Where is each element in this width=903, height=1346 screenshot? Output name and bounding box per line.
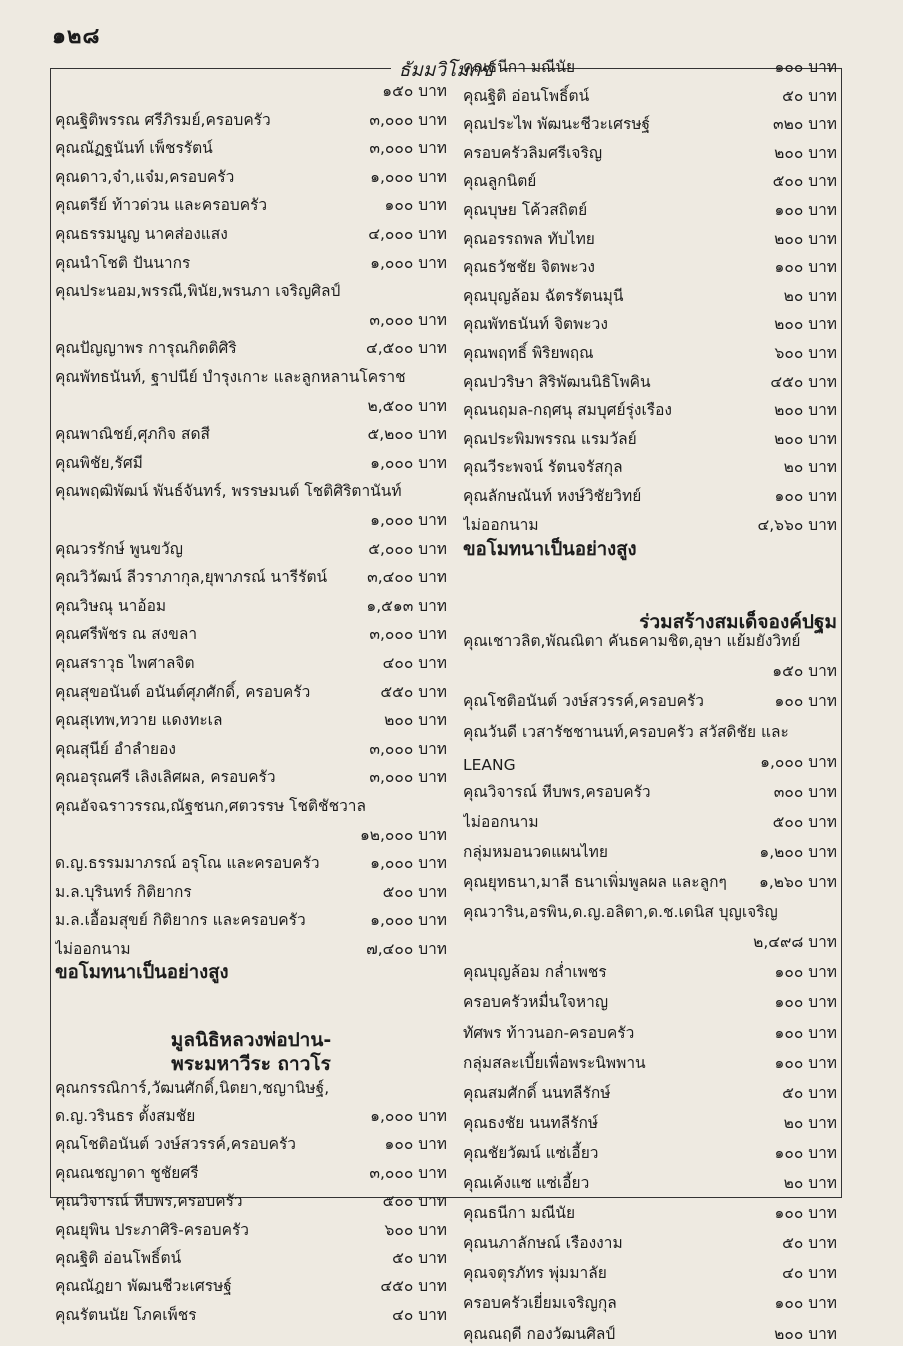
donation-amount: ๑,๐๐๐ บาท <box>370 1107 447 1125</box>
donor-name: คุณบุษย โค้วสถิตย์ <box>463 201 588 219</box>
donor-name: คุณกรรณิการ์,วัฒนศักดิ์,นิตยา,ชญานิษฐ์, <box>55 1078 330 1097</box>
donation-amount: ๔,๐๐๐ บาท <box>368 225 447 243</box>
donor-row <box>55 1128 447 1156</box>
donation-amount: ๑๐๐ บาท <box>774 1053 837 1072</box>
donor-row <box>55 104 447 132</box>
donor-row <box>463 165 837 193</box>
donor-name: คุณวีระพจน์ รัตนจรัสกุล <box>463 458 623 477</box>
donation-amount: ๔๕๐ บาท <box>380 1277 447 1296</box>
donation-amount: ๔๕๐ บาท <box>770 372 837 391</box>
donor-row <box>463 1287 837 1315</box>
donation-amount: ๑๐๐ บาท <box>774 1023 837 1042</box>
donor-name: ไม่ออกนาม <box>463 515 539 534</box>
donor-name: คุณอัจฉราวรรณ,ณัฐชนก,ศตวรรษ โชติชัชวาล <box>55 797 367 815</box>
running-title: ธัมมวิโมกข์ <box>51 55 841 85</box>
donor-row <box>463 866 837 894</box>
donor-row <box>55 733 447 761</box>
donor-row <box>463 1167 837 1195</box>
donor-name: คุณชัยวัฒน์ แซ่เอี้ยว <box>463 1143 599 1162</box>
donor-name: คุณวรรักษ์ พูนขวัญ <box>55 539 183 558</box>
donor-name: ทัศพร ท้าวนอก-ครอบครัว <box>463 1023 635 1042</box>
donor-row <box>55 132 447 160</box>
donation-amount: ๑,๕๑๓ บาท <box>366 596 447 615</box>
donor-row <box>463 423 837 451</box>
donor-row <box>55 533 447 561</box>
donor-name: คุณพาณิชย์,ศุภกิจ สดสี <box>55 425 211 444</box>
donation-amount: ๓,๐๐๐ บาท <box>369 625 447 644</box>
donor-row <box>463 896 837 924</box>
donor-row <box>55 361 447 389</box>
donor-name: ม.ล.เอื้อมสุขย์ กิติยากร และครอบครัว <box>55 911 306 930</box>
donation-amount: ๑๐๐ บาท <box>384 196 447 215</box>
donation-amount: ๑๐๐ บาท <box>774 1143 837 1162</box>
donor-row <box>463 1197 837 1225</box>
donor-name: คุณสุขอนันต์ อนันต์ศุภศักดิ์, ครอบครัว <box>55 682 311 701</box>
donor-row <box>55 161 447 189</box>
donor-name: คุณพัทธนันท์ จิตพะวง <box>463 315 608 334</box>
donation-amount: ๒๐ บาท <box>783 458 837 477</box>
donor-row <box>463 655 837 683</box>
donor-name: ด.ญ.ธรรมมาภรณ์ อรุโณ และครอบครัว <box>55 854 320 873</box>
donation-amount: ๑,๐๐๐ บาท <box>370 167 447 186</box>
donor-name: คุณวิจารณ์ หีบพร,ครอบครัว <box>463 782 651 801</box>
donor-name: คุณดาว,จ๋า,แจ๋ม,ครอบครัว <box>55 167 235 186</box>
donor-row <box>463 1017 837 1045</box>
donor-row <box>463 926 837 954</box>
donation-amount: ๔๐๐ บาท <box>382 654 447 672</box>
donor-name: คุณณัฏฐนันท์ เพ็ชรรัตน์ <box>55 139 213 158</box>
donor-row <box>463 366 837 394</box>
donor-row <box>55 1185 447 1213</box>
donation-amount: ๕๐๐ บาท <box>382 1192 447 1211</box>
donor-row <box>55 876 447 904</box>
donor-row <box>55 189 447 217</box>
donation-amount: ๓,๔๐๐ บาท <box>367 568 447 587</box>
closing-thanks: ขอโมทนาเป็นอย่างสูง <box>463 539 637 561</box>
donor-name: ม.ล.บุรินทร์ กิติยากร <box>55 882 192 901</box>
donor-name: คุณวิวัฒน์ ลีวราภากุล,ยุพาภรณ์ นารีรัตน์ <box>55 568 328 587</box>
donation-amount: ๒๐๐ บาท <box>774 1324 837 1343</box>
donation-amount: ๑,๐๐๐ บาท <box>370 453 447 472</box>
donation-amount: ๗,๔๐๐ บาท <box>366 940 447 958</box>
donor-name: คุณบุญล้อม ฉัตรรัตนมุนี <box>463 286 624 305</box>
donor-row <box>463 746 837 774</box>
donor-row <box>463 251 837 279</box>
donor-name: คุณพฤทธิ์ พิริยพฤณ <box>463 344 594 362</box>
donation-amount: ๓,๐๐๐ บาท <box>369 739 447 758</box>
donation-amount: ๑๐๐ บาท <box>774 487 837 505</box>
donor-name: คุณตรีย์ ท้าวด่วน และครอบครัว <box>55 196 268 215</box>
donation-amount: ๑๐๐ บาท <box>774 201 837 219</box>
donor-row <box>55 1100 447 1128</box>
donation-amount: ๑๐๐ บาท <box>384 1135 447 1154</box>
donor-name: คุณฐิติพรรณ ศรีภิรมย์,ครอบครัว <box>55 110 271 129</box>
donation-amount: ๓,๐๐๐ บาท <box>369 768 447 787</box>
donor-name: ไม่ออกนาม <box>463 812 539 831</box>
donor-row <box>463 1227 837 1255</box>
donor-name: คุณประพิมพรรณ แรมวัลย์ <box>463 429 637 448</box>
donation-amount: ๑,๒๖๐ บาท <box>759 873 837 891</box>
donor-name: คุณประไพ พัฒนะชีวะเศรษฐ์ <box>463 115 651 134</box>
donor-row <box>463 51 837 79</box>
donor-name: คุณบุญล้อม กล่ำเพชร <box>463 963 607 982</box>
donor-row <box>463 480 837 508</box>
donor-row <box>55 561 447 589</box>
donor-name: คุณประนอม,พรรณี,พินัย,พรนภา เจริญศิลป์ <box>55 282 341 301</box>
donation-amount: ๕๐ บาท <box>392 1249 447 1267</box>
donation-amount: ๑๒,๐๐๐ บาท <box>359 825 447 844</box>
donor-name: คุณณัฎยา พัฒนชีวะเศรษฐ์ <box>55 1277 232 1296</box>
donor-row <box>55 1214 447 1242</box>
closing-thanks: ขอโมทนาเป็นอย่างสูง <box>55 961 229 983</box>
donor-row <box>463 280 837 308</box>
donor-name: คุณอรุณศรี เลิงเลิศผล, ครอบครัว <box>55 768 276 787</box>
donation-amount: ๑,๐๐๐ บาท <box>760 752 837 771</box>
donor-list-frame <box>50 58 842 1343</box>
donation-amount: ๒๐๐ บาท <box>774 401 837 420</box>
donor-name: คุณธนีกา มณีนัย <box>463 1204 576 1223</box>
donation-amount: ๑๐๐ บาท <box>774 58 837 76</box>
donor-name: คุณวิษณุ นาอ้อม <box>55 596 167 615</box>
donation-amount: ๕๐ บาท <box>782 1234 837 1253</box>
donor-name: คุณปวริษา สิริพัฒนนิธิโพคิน <box>463 372 651 391</box>
donor-row <box>463 137 837 165</box>
donor-name: คุณสราวุธ ไพศาลจิต <box>55 654 195 672</box>
donor-row <box>55 590 447 618</box>
donor-name: คุณนภาลักษณ์ เรืองงาม <box>463 1234 623 1253</box>
donor-row <box>463 308 837 336</box>
donor-name: คุณธวัชชัย จิตพะวง <box>463 258 595 277</box>
donor-row <box>55 1072 447 1100</box>
donor-name: กลุ่มหมอนวดแผนไทย <box>463 842 608 861</box>
donor-row <box>463 1107 837 1135</box>
donor-name: คุณลักษณันท์ หงษ์วิชัยวิทย์ <box>463 487 642 505</box>
donation-amount: ๑๕๐ บาท <box>382 82 447 100</box>
donor-name: กลุ่มสละเบี้ยเพื่อพระนิพพาน <box>463 1053 646 1072</box>
donor-name: คุณยุทธนา,มาลี ธนาเพิ่มพูลผล และลูกๆ <box>463 873 727 891</box>
donor-row <box>463 625 837 653</box>
donor-row <box>463 1137 837 1165</box>
donor-row <box>463 223 837 251</box>
donation-amount: ๓,๐๐๐ บาท <box>369 1163 447 1182</box>
donation-amount: ๕๐ บาท <box>782 86 837 105</box>
donation-amount: ๑๐๐ บาท <box>774 1294 837 1313</box>
donation-amount: ๑,๐๐๐ บาท <box>370 911 447 930</box>
donor-row <box>463 986 837 1014</box>
donor-name: คุณธรรมนูญ นาคส่องแสง <box>55 225 228 243</box>
donor-name: คุณพัทธนันท์, ฐาปนีย์ บำรุงเกาะ และลูกหลานโคราช <box>55 368 406 386</box>
page-number: ๑๒๘ <box>52 24 101 49</box>
donor-name: คุณวันดี เวสารัชชานนท์,ครอบครัว สวัสดิชัย และ <box>463 722 789 741</box>
section-heading-line2: พระมหาวีระ ถาวโร <box>171 1052 331 1075</box>
donor-row <box>55 761 447 789</box>
donor-row <box>55 275 447 303</box>
donor-name: คุณเชาวลิต,พัณณิตา คันธคามชิต,อุษา แย้มยังวิทย์ <box>463 632 801 651</box>
donor-row <box>55 790 447 818</box>
donation-amount: ๒,๕๐๐ บาท <box>367 396 447 415</box>
donor-name: ไม่ออกนาม <box>55 940 131 958</box>
donor-name: คุณธงชัย นนทลีรักษ์ <box>463 1113 599 1132</box>
donation-amount: ๖๐๐ บาท <box>774 344 837 362</box>
donation-amount: ๒๐ บาท <box>783 1174 837 1192</box>
donor-row <box>55 390 447 418</box>
donation-amount: ๓,๐๐๐ บาท <box>369 110 447 129</box>
donor-row <box>463 956 837 984</box>
donation-amount: ๔,๖๖๐ บาท <box>757 515 837 534</box>
donor-name: ด.ญ.วรินธร ตั้งสมชัย <box>55 1107 196 1125</box>
donor-row <box>463 108 837 136</box>
donation-amount: ๓๒๐ บาท <box>773 115 837 134</box>
donation-amount: ๓๐๐ บาท <box>773 782 837 801</box>
donor-name: คุณรัตนนัย โภคเพ็ชร <box>55 1305 197 1324</box>
donor-name: คุณวิจารณ์ หีบพร,ครอบครัว <box>55 1192 243 1211</box>
donor-name: คุณโชติอนันต์ วงษ์สวรรค์,ครอบครัว <box>55 1135 296 1154</box>
donor-row <box>463 1047 837 1075</box>
donor-row <box>55 704 447 732</box>
donor-row <box>55 504 447 532</box>
section-heading: ร่วมสร้างสมเด็จองค์ปฐม <box>639 611 837 634</box>
donation-amount: ๔,๕๐๐ บาท <box>366 339 447 358</box>
donor-row <box>55 647 447 675</box>
donor-row <box>55 1157 447 1185</box>
donation-amount: ๑,๒๐๐ บาท <box>759 842 837 861</box>
donor-name: คุณฐิติ อ่อนโพธิ์ตน์ <box>55 1249 182 1267</box>
donor-name: คุณนฤมล-กฤศนุ สมบุศย์รุ่งเรือง <box>463 401 673 420</box>
donor-row <box>463 337 837 365</box>
donation-amount: ๒๐ บาท <box>783 286 837 305</box>
donor-name: คุณสุนีย์ อำลำยอง <box>55 739 176 758</box>
donation-amount: ๑,๐๐๐ บาท <box>370 854 447 873</box>
donor-name: คุณสมศักดิ์ นนทลีรักษ์ <box>463 1083 611 1102</box>
donor-row <box>463 509 837 537</box>
donation-amount: ๒๐๐ บาท <box>384 711 447 730</box>
donor-name: คุณสุเทพ,ทวาย แดงทะเล <box>55 711 223 730</box>
donor-name: คุณโชติอนันต์ วงษ์สวรรค์,ครอบครัว <box>463 692 704 711</box>
donor-row <box>55 618 447 646</box>
donor-name: คุณยุพิน ประภาศิริ-ครอบครัว <box>55 1220 249 1239</box>
donor-name: คุณพฤฒิพัฒน์ พันธ์จันทร์, พรรษมนต์ โชติศิริตานันท์ <box>55 482 402 501</box>
donor-row <box>55 904 447 932</box>
donation-amount: ๕,๒๐๐ บาท <box>367 425 447 444</box>
donor-row <box>55 475 447 503</box>
donor-row <box>55 819 447 847</box>
donation-amount: ๕๐๐ บาท <box>772 812 837 831</box>
donation-amount: ๕๐ บาท <box>782 1083 837 1102</box>
donation-amount: ๕๕๐ บาท <box>380 682 447 701</box>
donor-row <box>463 1318 837 1346</box>
donation-amount: ๒๐๐ บาท <box>774 229 837 248</box>
donation-amount: ๓,๐๐๐ บาท <box>369 310 447 329</box>
donor-row <box>463 806 837 834</box>
donation-amount: ๑๐๐ บาท <box>774 993 837 1012</box>
section-heading-line1: มูลนิธิหลวงพ่อปาน- <box>170 1028 332 1051</box>
donation-amount: ๕,๐๐๐ บาท <box>368 539 447 558</box>
donor-row <box>463 1257 837 1285</box>
donation-amount: ๑๐๐ บาท <box>774 258 837 277</box>
donor-name: คุณเค้งแซ แซ่เอี้ยว <box>463 1174 590 1192</box>
donor-row <box>55 332 447 360</box>
donor-row <box>55 447 447 475</box>
donor-name: คุณปัญญาพร การุณกิตติศิริ <box>55 339 237 358</box>
donation-amount: ๑๕๐ บาท <box>772 662 837 681</box>
donor-name: คุณฐิติ อ่อนโพธิ์ตน์ <box>463 86 590 105</box>
donor-row <box>55 418 447 446</box>
donation-amount: ๒๐๐ บาท <box>774 429 837 448</box>
donor-row <box>463 836 837 864</box>
donor-row <box>463 194 837 222</box>
donation-amount: ๒,๔๙๘ บาท <box>753 933 837 952</box>
donation-amount: ๕๐๐ บาท <box>772 172 837 191</box>
donor-row <box>55 304 447 332</box>
donation-amount: ๑,๐๐๐ บาท <box>370 511 447 529</box>
donor-name: คุณศรีพัชร ณ สงขลา <box>55 625 198 644</box>
donation-amount: ๔๐ บาท <box>392 1305 447 1324</box>
donor-name: LEANG <box>463 755 516 774</box>
donor-name: คุณณชญาดา ชูชัยศรี <box>55 1163 199 1182</box>
donation-amount: ๕๐๐ บาท <box>382 882 447 901</box>
donation-amount: ๒๐๐ บาท <box>774 315 837 334</box>
donation-amount: ๔๐ บาท <box>782 1264 837 1283</box>
donor-name: คุณวาริน,อรพิน,ด.ญ.อลิตา,ด.ช.เดนิส บุญเจริญ <box>463 903 778 922</box>
donor-name: คุณธนีกา มณีนัย <box>463 58 576 76</box>
donor-name: ครอบครัวหมื่นใจหาญ <box>463 993 609 1012</box>
donation-amount: ๑๐๐ บาท <box>774 963 837 982</box>
donor-name: คุณนำโชติ ปันนากร <box>55 253 191 272</box>
donor-row <box>55 218 447 246</box>
donation-amount: ๑,๐๐๐ บาท <box>370 253 447 272</box>
donation-amount: ๒๐๐ บาท <box>774 143 837 162</box>
donor-name: ครอบครัวเยี่ยมเจริญกุล <box>463 1294 617 1313</box>
donation-amount: ๑๐๐ บาท <box>774 1204 837 1223</box>
donor-row <box>55 1270 447 1298</box>
donor-name: คุณพิชัย,รัศมี <box>55 453 143 472</box>
donation-amount: ๓,๐๐๐ บาท <box>369 139 447 158</box>
donor-row <box>463 80 837 108</box>
donation-amount: ๑๐๐ บาท <box>774 692 837 711</box>
donor-row <box>463 394 837 422</box>
donor-row <box>55 247 447 275</box>
donation-amount: ๒๐ บาท <box>783 1113 837 1132</box>
donor-row <box>55 847 447 875</box>
donor-row <box>55 676 447 704</box>
donor-row <box>463 451 837 479</box>
donor-name: คุณอรรถพล ทับไทย <box>463 229 595 248</box>
donor-row <box>463 776 837 804</box>
donor-row <box>463 716 837 744</box>
donor-row <box>55 75 447 103</box>
donor-row <box>55 1299 447 1327</box>
donor-row <box>463 1077 837 1105</box>
donor-name: คุณลูกนิตย์ <box>463 172 537 191</box>
donor-name: ครอบครัวลิมศรีเจริญ <box>463 143 603 162</box>
donor-name: คุณณฤดี กองวัฒนศิลป์ <box>463 1324 616 1343</box>
donor-name: คุณจตุรภัทร พุ่มมาลัย <box>463 1264 607 1283</box>
donor-row <box>55 1242 447 1270</box>
donation-amount: ๖๐๐ บาท <box>384 1220 447 1239</box>
donor-row <box>463 685 837 713</box>
